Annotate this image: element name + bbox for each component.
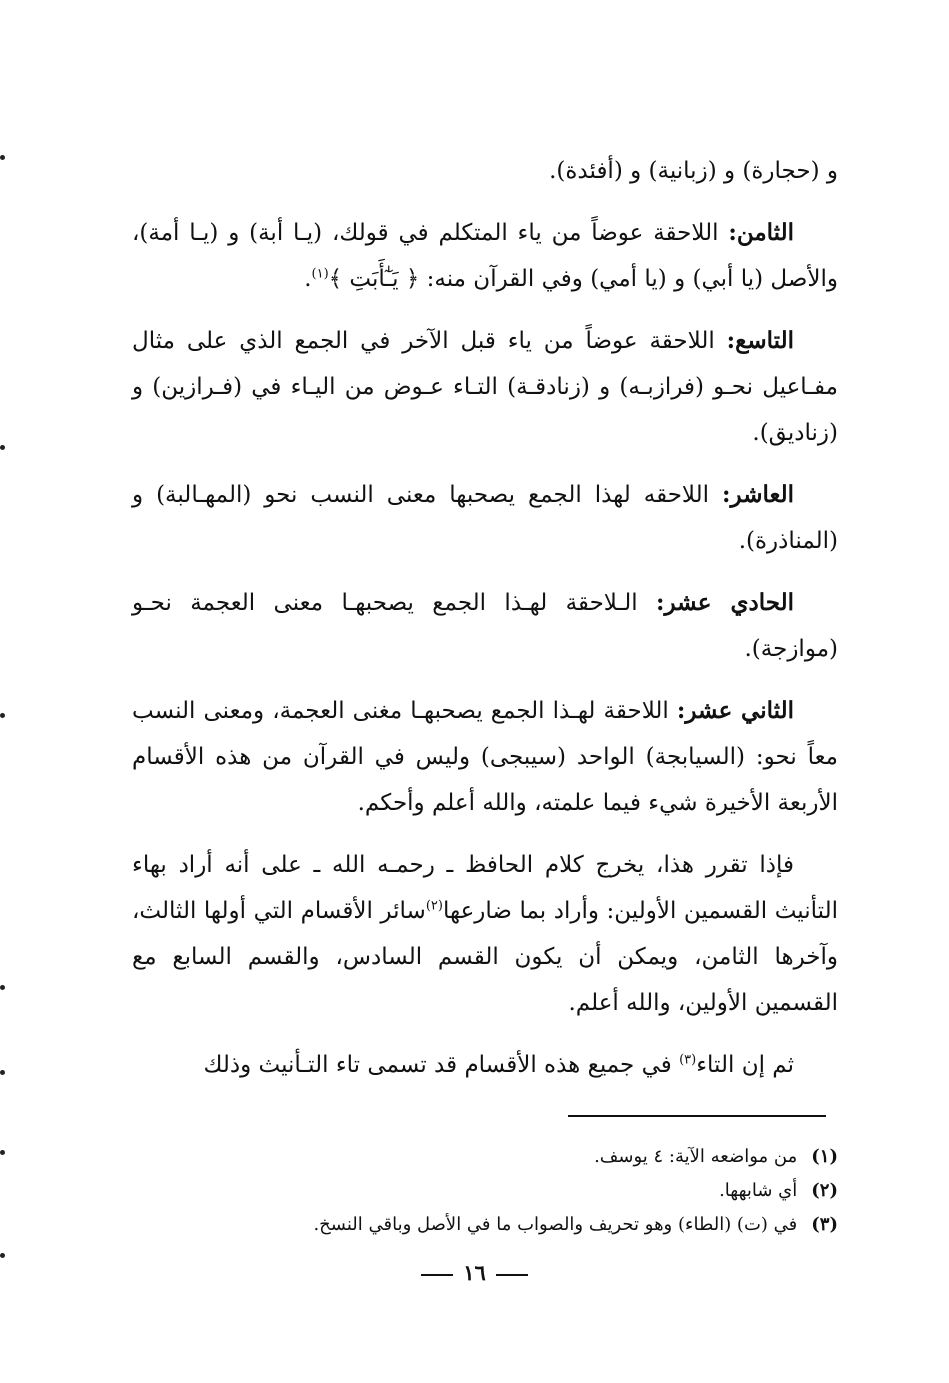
scan-mark xyxy=(0,985,5,990)
paragraph-text: اللاحقه لهذا الجمع يصحبها معنى النسب نحو (المهـالبة) و (المناذرة). xyxy=(132,482,838,554)
page-number-value: ١٦ xyxy=(463,1260,486,1285)
page-number xyxy=(0,1260,949,1285)
paragraph-text: و (حجارة) و (زبانية) و (أفئدة). xyxy=(549,158,838,184)
footnote-ref: (١) xyxy=(311,266,329,282)
paragraph-text-end: سائر الأقسام التي أولها الثالث، وآخرها الثامن، ويمكن أن يكون القسم السادس، والقسم السابع مع القسمين الأولين، والله أعلم. xyxy=(132,898,838,1016)
paragraph-conclusion xyxy=(132,842,838,1026)
dash-right xyxy=(421,1274,453,1276)
paragraph-1 xyxy=(132,148,838,194)
paragraph-twelfth xyxy=(132,688,838,826)
paragraph-continued xyxy=(132,1042,838,1088)
scan-mark xyxy=(0,1150,5,1155)
paragraph-text-end: . xyxy=(304,266,312,292)
main-text xyxy=(132,148,838,1104)
paragraph-eleventh xyxy=(132,580,838,672)
paragraph-text: الـلاحقة لهـذا الجمع يصحبهـا معنى العجمة نحـو (موازجة). xyxy=(132,590,838,662)
footnote xyxy=(200,1140,838,1174)
paragraph-text: اللاحقة عوضاً من ياء قبل الآخر في الجمع الذي على مثال مفـاعيل نحـو (فرازبـه) و (زنادقـة) التـاء عـوض من اليـاء في (فـرازين) و (زناديق). xyxy=(132,328,838,446)
footnote-ref: (٢) xyxy=(425,898,443,914)
paragraph-lead: الثاني عشر: xyxy=(676,697,794,724)
footnote-text: في (ت) (الطاء) وهو تحريف والصواب ما في الأصل وباقي النسخ. xyxy=(313,1214,798,1235)
paragraph-lead: العاشر: xyxy=(722,481,794,508)
footnotes xyxy=(200,1140,838,1242)
scan-mark xyxy=(0,1253,5,1258)
paragraph-lead: التاسع: xyxy=(726,327,794,354)
footnote xyxy=(200,1208,838,1242)
dash-left xyxy=(496,1274,528,1276)
paragraph-tenth xyxy=(132,472,838,564)
paragraph-eighth xyxy=(132,210,838,302)
paragraph-lead: الحادي عشر: xyxy=(656,589,794,616)
scan-mark xyxy=(0,713,5,718)
scan-mark xyxy=(0,1070,5,1075)
footnote xyxy=(200,1174,838,1208)
paragraph-text-end: في جميع هذه الأقسام قد تسمى تاء التـأنيث وذلك xyxy=(203,1052,680,1078)
scan-mark xyxy=(0,155,5,160)
scan-mark xyxy=(0,445,5,450)
footnote-number: (٢) xyxy=(811,1180,838,1201)
paragraph-lead: الثامن: xyxy=(728,219,794,246)
paragraph-text: اللاحقة عوضاً من ياء المتكلم في قولك، (يـا أبة) و (يـا أمة)، والأصل (يا أبي) و (يا أمي) وفي القرآن منه: ﴿ يَـٰٓأَبَتِ ﴾ xyxy=(132,220,838,292)
footnote-number: (٣) xyxy=(811,1214,838,1235)
footnote-divider xyxy=(568,1115,826,1117)
footnote-ref: (٣) xyxy=(679,1052,697,1068)
paragraph-text: ثم إن التاء xyxy=(696,1052,794,1078)
paragraph-text: اللاحقة لهـذا الجمع يصحبهـا مغنى العجمة، ومعنى النسب معاً نحو: (السيابجة) الواحد (سيبجى) وليس في القرآن من هذه الأقسام الأربعة الأخيرة شيء فيما علمته، والله أعلم وأحكم. xyxy=(132,698,838,816)
footnote-number: (١) xyxy=(811,1146,838,1167)
footnote-text: من مواضعه الآية: ٤ يوسف. xyxy=(594,1146,798,1167)
footnote-text: أي شابهها. xyxy=(719,1180,798,1201)
paragraph-text: فإذا تقرر هذا، يخرج كلام الحافظ ـ رحمـه الله ـ على أنه أراد بهاء التأنيث القسمين الأولين: وأراد بما ضارعها xyxy=(132,852,838,924)
paragraph-ninth xyxy=(132,318,838,456)
